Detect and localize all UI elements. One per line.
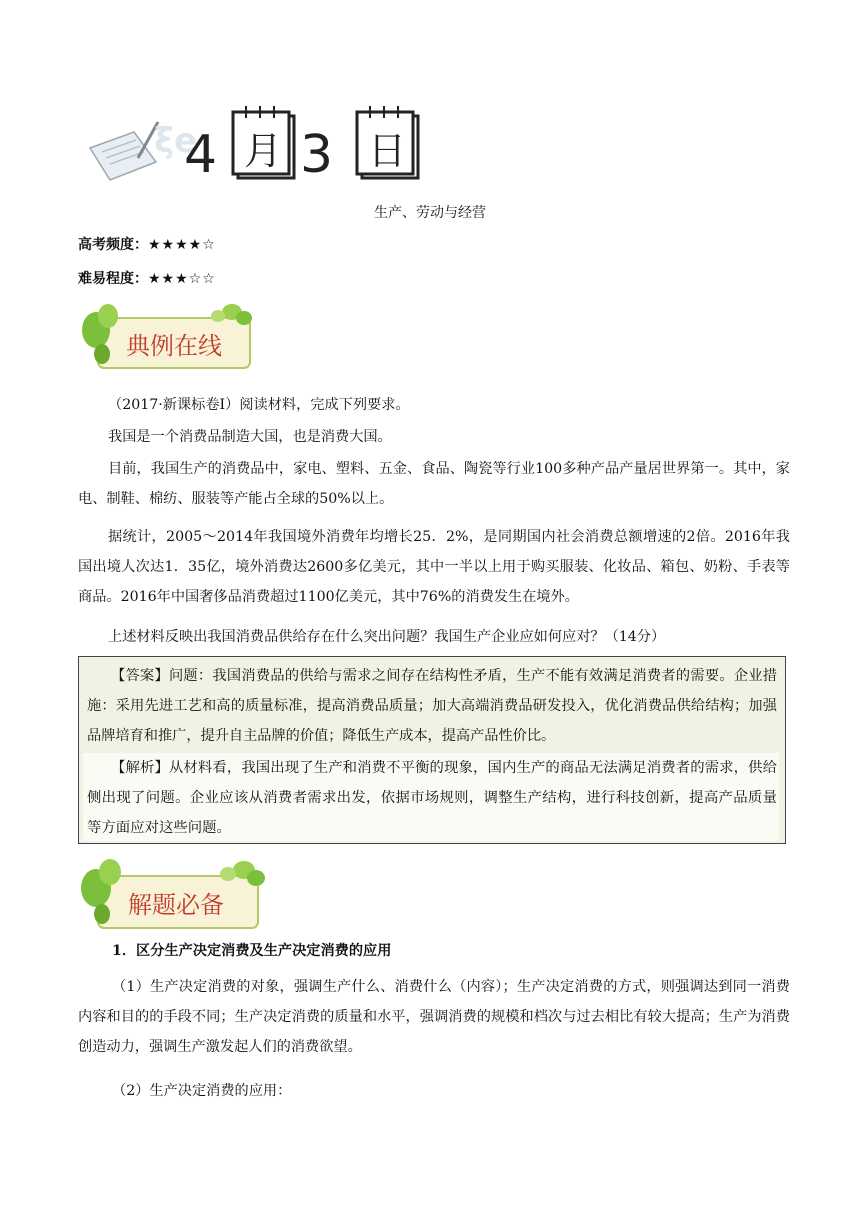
section-paragraph-2: （2）生产决定消费的应用：	[112, 1083, 292, 1099]
exam-frequency	[78, 234, 216, 254]
difficulty-stars: ★★★☆☆	[148, 271, 216, 287]
question-paragraph-3: 据统计，2005～2014年我国境外消费年均增长25．2%，是同期国内社会消费总额增速的2倍。2016年我国出境人次达1．35亿，境外消费达2600多亿美元，其中一半以上用于购买服装、化妆品、箱包、奶粉、手表等商品。2016年中国奢侈品消费超过1100亿美元，其中76%的消费发生在境外。	[78, 529, 790, 605]
section-paragraph-1: （1）生产决定消费的对象，强调生产什么、消费什么（内容）；生产决定消费的方式，则强调达到同一消费内容和目的的手段不同；生产决定消费的质量和水平，强调消费的规模和档次与过去相比有较大提高；生产为消费创造动力，强调生产激发起人们的消费欲望。	[78, 979, 790, 1055]
answer-text: 【答案】问题：我国消费品的供给与需求之间存在结构性矛盾，生产不能有效满足消费者的需要。企业措施：采用先进工艺和高的质量标准，提高消费品质量；加大高端消费品研发投入，优化消费品供给结构；加强品牌培育和推广，提升自主品牌的价值；降低生产成本，提高产品性价比。	[87, 668, 777, 744]
answer-box	[78, 656, 786, 844]
example-online-banner-text: 典例在线	[126, 332, 222, 360]
example-online-banner	[78, 302, 258, 372]
difficulty-label: 难易程度：	[78, 271, 148, 287]
section-title: 1．区分生产决定消费及生产决定消费的应用	[112, 943, 392, 959]
page-subtitle: 生产、劳动与经营	[374, 205, 486, 221]
day-number: 3	[300, 125, 334, 184]
month-number: 4	[184, 125, 218, 184]
solving-essentials-banner	[78, 858, 268, 932]
difficulty-level	[78, 268, 216, 288]
clipboard-pencil-icon	[90, 121, 197, 180]
date-header-art	[88, 104, 428, 184]
day-calendar-icon	[357, 106, 418, 178]
question-paragraph-1: 我国是一个消费品制造大国，也是消费大国。	[108, 429, 392, 445]
question-paragraph-2: 目前，我国生产的消费品中，家电、塑料、五金、食品、陶瓷等行业100多种产品产量居世界第一。其中，家电、制鞋、棉纺、服装等产能占全球的50%以上。	[78, 461, 790, 507]
exam-frequency-stars: ★★★★☆	[148, 237, 216, 253]
day-char: 日	[368, 129, 407, 173]
solving-essentials-banner-text: 解题必备	[128, 891, 224, 919]
month-char: 月	[244, 129, 283, 173]
question-prompt: 上述材料反映出我国消费品供给存在什么突出问题？我国生产企业应如何应对？（14分）	[108, 629, 666, 645]
svg-text:ξe: ξe	[154, 121, 198, 161]
question-source: （2017·新课标卷Ⅰ）阅读材料，完成下列要求。	[108, 397, 410, 413]
month-calendar-icon	[233, 106, 294, 178]
exam-frequency-label: 高考频度：	[78, 237, 148, 253]
analysis-text: 【解析】从材料看，我国出现了生产和消费不平衡的现象，国内生产的商品无法满足消费者的需求，供给侧出现了问题。企业应该从消费者需求出发，依据市场规则，调整生产结构，进行科技创新，提高产品质量等方面应对这些问题。	[87, 760, 777, 836]
